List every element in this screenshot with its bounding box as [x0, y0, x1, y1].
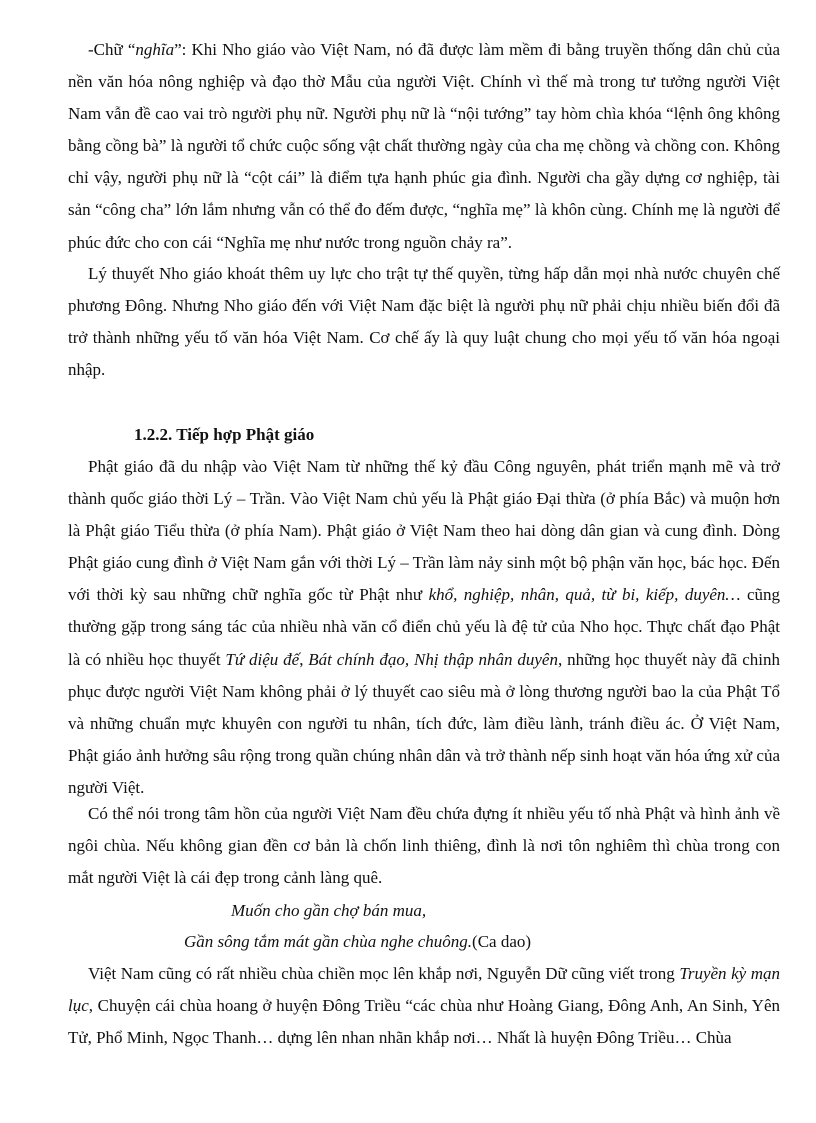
buddhist-terms: khổ, nghiệp, nhân, quả, từ bi, kiếp, duyên…: [428, 585, 741, 605]
verse-source: (Ca dao): [472, 932, 532, 951]
verse-line-2-text: Gần sông tắm mát gần chùa nghe chuông.: [184, 932, 473, 951]
paragraph-phat-giao-part-b: cũng thường gặp trong sáng tác của nhiều nhà văn cổ điển chủ yếu là đệ tử của Nho học. Thực chất đạo Phật là có nhiều học thuyết: [68, 585, 780, 669]
paragraph-chua-chien: [68, 958, 780, 1054]
paragraph-ngoi-chua: Có thể nói trong tâm hồn của người Việt Nam đều chứa đựng ít nhiều yếu tố nhà Phật và hình ảnh về ngôi chùa. Nếu không gian đền cơ bản là chốn linh thiêng, đình là nơi tôn nghiêm thì chùa trong con mắt người Việt là cái đẹp trong cảnh làng quê.: [68, 804, 780, 888]
term-tu-dieu-de: Tứ diệu đế: [225, 649, 300, 669]
paragraph-phat-giao: [68, 451, 780, 804]
paragraph-phat-giao-part-d: , những học thuyết này đã chinh phục được người Việt Nam không phải ở lý thuyết cao siêu mà ở lòng thương người bao la của Phật Tổ và những chuẩn mực khuyên con người tu nhân, tích đức, làm điều lành, tránh điều ác. Ở Việt Nam, Phật giáo ảnh hưởng sâu rộng trong quần chúng nhân dân và trở thành nếp sinh hoạt văn hóa ứng xử của người Việt.: [68, 649, 780, 797]
paragraph-chua-chien-part-b: , Chuyện cái chùa hoang ở huyện Đông Triều “các chùa như Hoàng Giang, Đông Anh, An Sinh, Yên Tử, Phổ Minh, Ngọc Thanh… dựng lên nhan nhãn khắp nơi… Nhất là huyện Đông Triều… Chùa: [68, 996, 780, 1048]
verse-line-1: Muốn cho gần chợ bán mua,: [231, 901, 427, 920]
separator-comma: ,: [299, 649, 309, 669]
term-bat-chinh-dao: Bát chính đạo, Nhị thập nhân duyên: [308, 649, 558, 669]
book-title: Truyền kỳ mạn lục: [68, 964, 780, 1016]
paragraph-nghia-lead: -Chữ “: [88, 40, 136, 59]
section-heading: 1.2.2. Tiếp hợp Phật giáo: [134, 425, 315, 444]
paragraph-nghia: [68, 34, 780, 259]
verse-line-2: [184, 929, 531, 955]
paragraph-nghia-text: ”: Khi Nho giáo vào Việt Nam, nó đã được làm mềm đi bằng truyền thống dân chủ của nền văn hóa nông nghiệp và đạo thờ Mẫu của người Việt. Chính vì thế mà trong tư tưởng người Việt Nam vẫn đề cao vai trò người phụ nữ. Người phụ nữ là “nội tướng” tay hòm chìa khóa “lệnh ông không bằng cồng bà” là người tổ chức cuộc sống vật chất thường ngày của cha mẹ chồng và chồng con. Không chỉ vậy, người phụ nữ là “cột cái” là điểm tựa hạnh phúc gia đình. Người cha gầy dựng cơ nghiệp, tài sản “công cha” lớn lắm nhưng vẫn có thể đo đếm được, “nghĩa mẹ” là khôn cùng. Chính mẹ là người để phúc đức cho con cái “Nghĩa mẹ như nước trong nguồn chảy ra”.: [68, 40, 780, 252]
paragraph-chua-chien-part-a: Việt Nam cũng có rất nhiều chùa chiền mọc lên khắp nơi, Nguyễn Dữ cũng viết trong: [88, 964, 680, 983]
paragraph-phat-giao-part-a: Phật giáo đã du nhập vào Việt Nam từ những thế kỷ đầu Công nguyên, phát triển mạnh mẽ và trở thành quốc giáo thời Lý – Trần. Vào Việt Nam chủ yếu là Phật giáo Đại thừa (ở phía Bắc) và muộn hơn là Phật giáo Tiểu thừa (ở phía Nam). Phật giáo ở Việt Nam theo hai dòng dân gian và cung đình. Dòng Phật giáo cung đình ở Việt Nam gắn với thời Lý – Trần làm nảy sinh một bộ phận văn học, bác học. Đến với thời kỳ sau những chữ nghĩa gốc từ Phật như: [68, 457, 780, 605]
term-nghia: nghĩa: [135, 40, 175, 59]
paragraph-nho-giao: Lý thuyết Nho giáo khoát thêm uy lực cho trật tự thế quyền, từng hấp dẫn mọi nhà nước chuyên chế phương Đông. Nhưng Nho giáo đến với Việt Nam đặc biệt là người phụ nữ phải chịu nhiều biến đổi đã trở thành những yếu tố văn hóa Việt Nam. Cơ chế ấy là quy luật chung cho mọi yếu tố văn hóa ngoại nhập.: [68, 264, 780, 380]
